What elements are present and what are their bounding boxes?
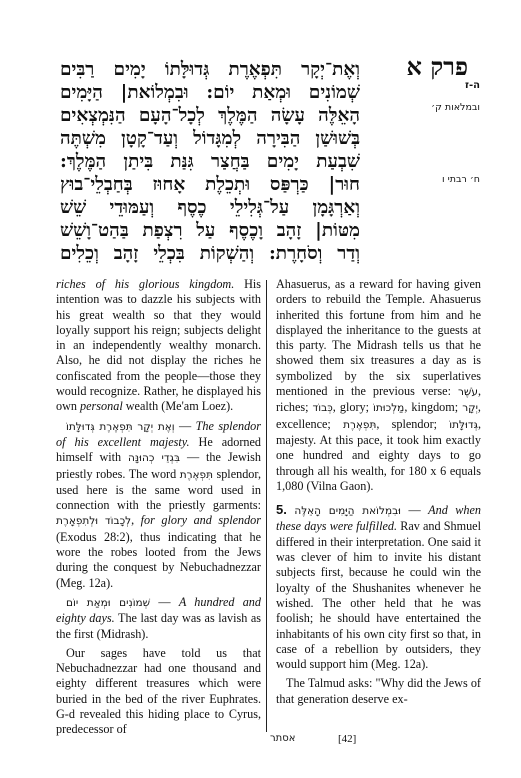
italic-phrase: riches of his glorious kingdom. — [56, 277, 235, 291]
hebrew-lemma: וְאֶת יְקָר תִּפְאֶרֶת גְּדוּלָּתוֹ — [66, 420, 175, 433]
text: Ahasuerus, as a reward for having given orders to rebuild the Temple. Ahasuerus inherited this fortune from him and he displayed the inheritance to the guests at this party. The Midrash tells us that he showed them six treasures a day as is symbolized by the six superlatives mentioned in the previous verse: — [276, 277, 481, 399]
italic-phrase: The splendor of his excellent majesty. — [56, 418, 261, 449]
italic-phrase: A hundred and eighty days. — [56, 594, 261, 626]
verse-line: וְדַר וְסֹחָרֶת: וְהַשְׁקוֹת בִּכְלֵי זָהָב וְכֵלִים — [60, 243, 360, 264]
verse-line: הָאֵלֶּה עָשָׂה הַמֶּלֶךְ לְכָל־הָעָם הַנִּמְצְאִים — [60, 105, 360, 126]
italic-phrase: for glory and splendor — [140, 513, 262, 528]
chapter-heading: פרק א — [406, 52, 468, 81]
column-divider — [266, 280, 267, 732]
hebrew-word: יְקָר — [462, 402, 478, 415]
text: wealth (Me'am Loez). — [122, 399, 234, 414]
verse-line: וְאַרְגָּמָן עַל־גְּלִילֵי כֶסֶף וְעַמּוּדֵי שֵׁשׁ — [60, 197, 360, 218]
text: — — [401, 503, 429, 518]
commentary-paragraph — [56, 595, 261, 642]
text: He adorned himself with — [56, 434, 261, 465]
verse-number: 5. — [276, 502, 287, 518]
italic-phrase: personal — [80, 399, 123, 414]
hebrew-lemma: שְׁמוֹנִים וּמְאַת יוֹם — [66, 596, 151, 609]
text: The last day was as lavish as the first (Midrash). — [56, 611, 261, 641]
text: (Exodus 28:2), thus indicating that he wore the robes looted from the Jews during the conquest by Nebuchadnezzar (Meg. 12a). — [56, 529, 261, 590]
text: , riches; — [276, 384, 481, 415]
text: , — [131, 513, 141, 528]
hebrew-lemma: וּבִמְלוֹאת הַיָּמִים הָאֵלֶּה — [294, 505, 402, 518]
text: — the Jewish priestly robes. The word — [56, 450, 261, 481]
verse-line: בְּשׁוּשַׁן הַבִּירָה לְמִגָּדוֹל וְעַד־קָטָן מִשְׁתֶּה — [60, 128, 360, 149]
text: , splendor; — [376, 416, 450, 431]
hebrew-verse-block — [60, 58, 360, 265]
text: , excellence; — [276, 400, 481, 431]
book-name: אסתר — [270, 733, 296, 744]
hebrew-word: לְכָבוֹד וּלְתִפְאָרֶת — [56, 515, 132, 528]
text: splendor, used here is the same word used in connection with the priestly garments: — [56, 466, 262, 513]
verse-reference: ה-ז — [464, 80, 480, 91]
verse-line: חוּר| כַּרְפַּס וּתְכֵלֶת אָחוּז בְּחַבְלֵי־בוּץ — [60, 174, 360, 195]
commentary-right-column — [276, 277, 481, 711]
verse-line: מִטּוֹת| זָהָב וָכֶסֶף עַל רִצְפַת בַּהַט־וָשֵׁשׁ — [60, 220, 360, 241]
verse-line: וְאֶת־יְקָר תִּפְאֶרֶת גְּדוּלָּתוֹ יָמִים רַבִּים — [60, 59, 360, 80]
text: , glory; — [332, 400, 374, 415]
hebrew-word: תִּפְאֶרֶת — [343, 418, 377, 431]
page-footer — [270, 733, 470, 747]
hebrew-word: בִּגְדֵי כְהוּנָּה — [128, 452, 181, 465]
text: , majesty. At this pace, it took him exactly one hundred and eighty days to go through all his wealth, for 180 x 6 equals 1,080 (Vilna Gaon). — [276, 416, 481, 493]
text: — — [174, 418, 196, 433]
margin-note: ובמלאות ק׳ — [431, 102, 480, 113]
hebrew-word: כְּבוֹד — [312, 402, 333, 415]
commentary-paragraph — [276, 502, 481, 672]
commentary-paragraph — [56, 419, 261, 591]
verse-line: שִׁבְעַת יָמִים בַּחֲצַר גִּנַּת בִּיתַן הַמֶּלֶךְ: — [60, 151, 360, 172]
verse-line: שְׁמוֹנִים וּמְאַת יוֹם: וּבִמְלוֹאת| הַיָּמִים — [60, 82, 360, 103]
commentary-paragraph: The Talmud asks: "Why did the Jews of that generation deserve ex- — [276, 676, 481, 706]
page-number: [42] — [338, 733, 357, 745]
hebrew-word: מַלְכוּתוֹ — [373, 402, 405, 415]
text: — — [150, 594, 179, 609]
text: His intention was to dazzle his subjects with his great wealth so that they would loyally support his reign; subjects delight in an independently wealthy monarch. Also, he did not display the riches he confiscated from the people—those they would recognize. Rather, he displayed his own — [56, 277, 261, 414]
hebrew-word: גְּדוּלָּתוֹ — [449, 418, 478, 431]
hebrew-word: תִּפְאֶרֶת — [179, 468, 213, 481]
commentary-paragraph — [56, 277, 261, 415]
italic-phrase: And when these days were fulfilled. — [276, 503, 482, 534]
text: Rav and Shmuel differed in their interpretation. One said it was clever of him to invite his distant subjects first, because he could win the loyalty of the Shushanites whenever he wished. The other held that he was foolish; he should have entertained the inhabitants of his own city first so that, in case of a rebellion by outsiders, they would support him (Meg. 12a). — [276, 519, 481, 672]
commentary-left-column — [56, 277, 261, 742]
commentary-paragraph — [276, 277, 481, 494]
text: , kingdom; — [404, 400, 463, 415]
commentary-paragraph: Our sages have told us that Nebuchadnezzar had one thousand and eighty different treasures which were buried in the bed of the river Euphrates. G-d revealed this hiding place to Cyrus, predecessor of — [56, 645, 261, 737]
margin-note: ח׳ רבתי ו — [441, 174, 480, 185]
hebrew-word: עֹשֶׁר — [458, 386, 478, 399]
